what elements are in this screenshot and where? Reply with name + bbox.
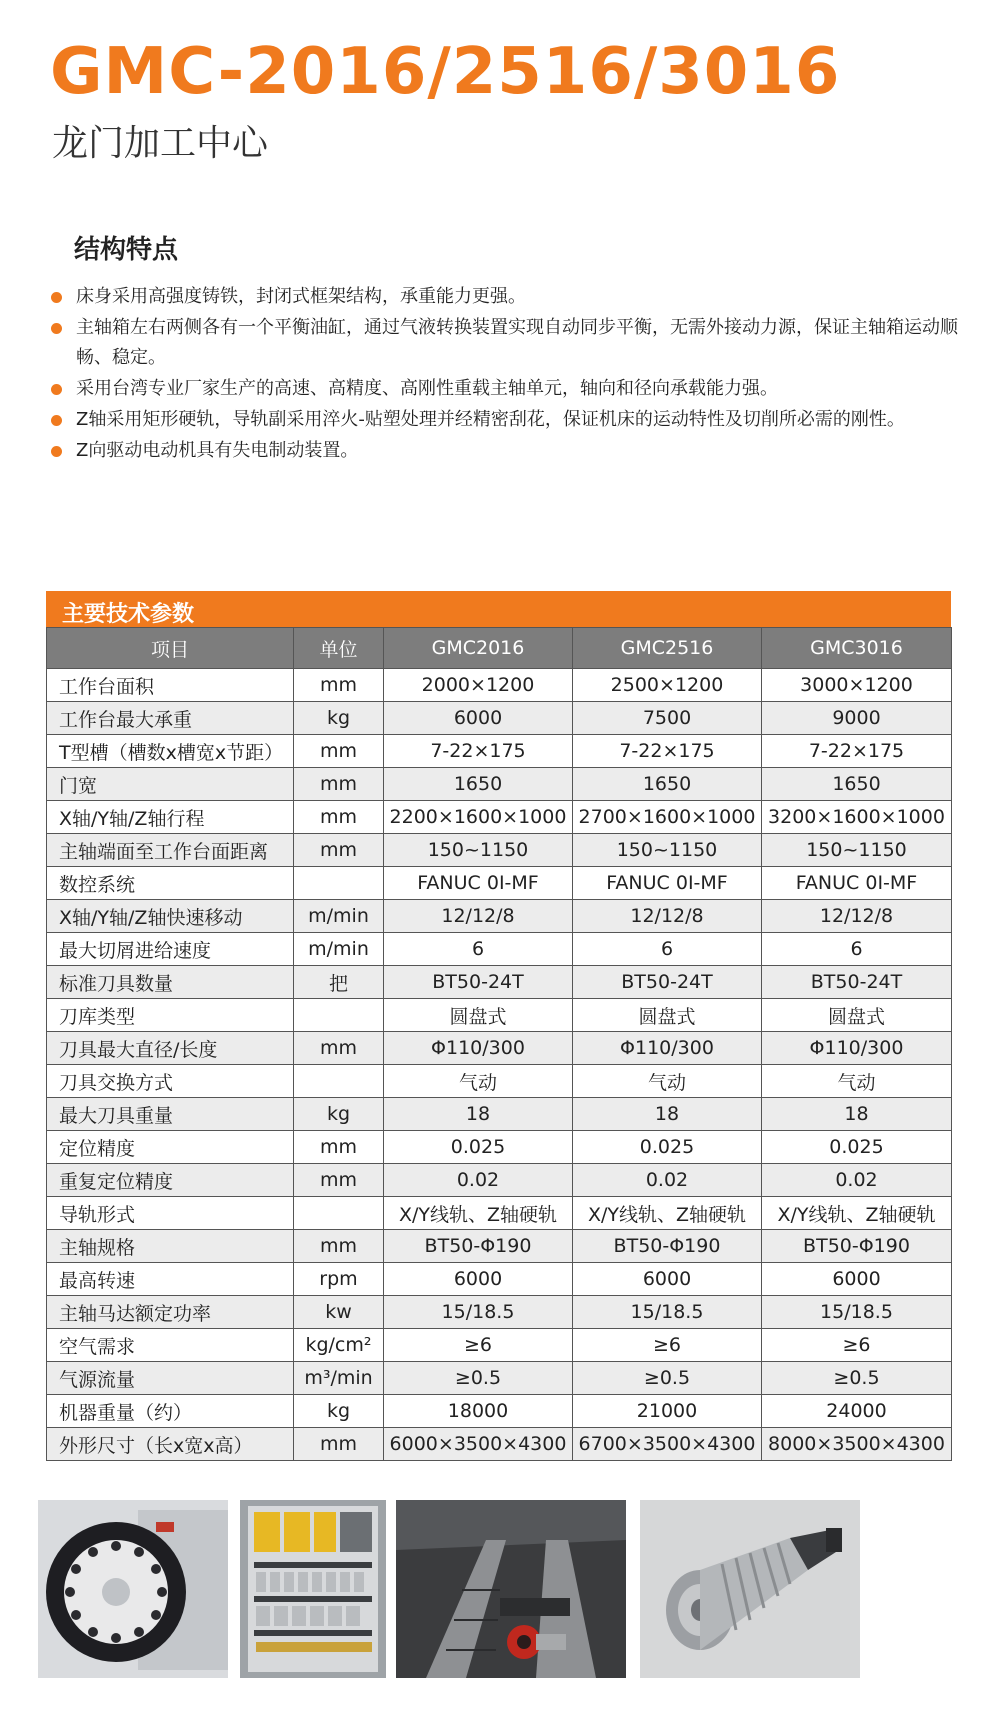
spec-cell-item: 外形尺寸（长x宽x高） xyxy=(47,1428,294,1461)
spec-cell-gmc3016: FANUC 0I-MF xyxy=(762,867,952,900)
spec-cell-gmc3016: BT50-Φ190 xyxy=(762,1230,952,1263)
spec-cell-unit xyxy=(294,999,384,1032)
spec-row xyxy=(47,735,952,768)
spec-cell-item: 工作台最大承重 xyxy=(47,702,294,735)
spec-cell-item: X轴/Y轴/Z轴行程 xyxy=(47,801,294,834)
spec-cell-gmc3016: 圆盘式 xyxy=(762,999,952,1032)
spec-cell-gmc2516: ≥0.5 xyxy=(573,1362,762,1395)
feature-text: 床身采用高强度铸铁，封闭式框架结构，承重能力更强。 xyxy=(76,286,526,307)
spec-cell-gmc2016: 18000 xyxy=(384,1395,573,1428)
spec-cell-gmc2016: 2000×1200 xyxy=(384,669,573,702)
spec-cell-unit: kg/cm² xyxy=(294,1329,384,1362)
specs-title: 主要技术参数 xyxy=(62,602,195,627)
spec-cell-gmc2016: 12/12/8 xyxy=(384,900,573,933)
spec-cell-gmc2516: 21000 xyxy=(573,1395,762,1428)
spec-cell-gmc3016: 9000 xyxy=(762,702,952,735)
bullet-icon xyxy=(51,323,62,334)
spec-row xyxy=(47,1065,952,1098)
spec-cell-gmc3016: 8000×3500×4300 xyxy=(762,1428,952,1461)
spec-cell-gmc3016: ≥6 xyxy=(762,1329,952,1362)
feature-item xyxy=(48,282,958,312)
spec-cell-unit: kg xyxy=(294,1395,384,1428)
spec-cell-gmc2016: 7-22×175 xyxy=(384,735,573,768)
spec-cell-unit: mm xyxy=(294,735,384,768)
spec-cell-gmc2516: 12/12/8 xyxy=(573,900,762,933)
spec-cell-unit: mm xyxy=(294,1131,384,1164)
spec-cell-gmc3016: Φ110/300 xyxy=(762,1032,952,1065)
feature-text: 主轴箱左右两侧各有一个平衡油缸，通过气液转换装置实现自动同步平衡，无需外接动力源，保证主轴箱运动顺畅、稳定。 xyxy=(76,317,958,368)
spec-cell-gmc2016: 6 xyxy=(384,933,573,966)
spec-cell-unit: mm xyxy=(294,1428,384,1461)
model-title: GMC-2016/2516/3016 xyxy=(50,35,841,109)
spec-row xyxy=(47,1098,952,1131)
spec-cell-unit: m/min xyxy=(294,900,384,933)
spec-cell-gmc2516: 7-22×175 xyxy=(573,735,762,768)
spec-cell-item: 刀具最大直径/长度 xyxy=(47,1032,294,1065)
bullet-icon xyxy=(51,415,62,426)
spec-cell-gmc2516: BT50-Φ190 xyxy=(573,1230,762,1263)
guideway-photo xyxy=(396,1500,626,1678)
spec-cell-gmc3016: 15/18.5 xyxy=(762,1296,952,1329)
spec-row xyxy=(47,1362,952,1395)
spec-row xyxy=(47,966,952,999)
spec-cell-gmc2016: 气动 xyxy=(384,1065,573,1098)
specs-title-bar xyxy=(46,591,951,627)
spec-row xyxy=(47,1032,952,1065)
spec-cell-gmc3016: 1650 xyxy=(762,768,952,801)
photo-strip xyxy=(38,1500,953,1678)
spec-cell-gmc2516: 150~1150 xyxy=(573,834,762,867)
spec-row xyxy=(47,1263,952,1296)
spec-cell-gmc2516: FANUC 0I-MF xyxy=(573,867,762,900)
spec-cell-item: X轴/Y轴/Z轴快速移动 xyxy=(47,900,294,933)
spec-row xyxy=(47,1395,952,1428)
spec-cell-gmc2516: 18 xyxy=(573,1098,762,1131)
spec-cell-item: 机器重量（约） xyxy=(47,1395,294,1428)
spec-row xyxy=(47,999,952,1032)
spec-cell-item: 定位精度 xyxy=(47,1131,294,1164)
column-header-gmc2016: GMC2016 xyxy=(384,628,573,669)
spec-cell-gmc2016: 0.02 xyxy=(384,1164,573,1197)
spec-cell-unit: m³/min xyxy=(294,1362,384,1395)
spec-row xyxy=(47,669,952,702)
spec-cell-unit: mm xyxy=(294,1164,384,1197)
spec-cell-gmc2016: 18 xyxy=(384,1098,573,1131)
spec-row xyxy=(47,702,952,735)
spec-cell-gmc2516: BT50-24T xyxy=(573,966,762,999)
spec-cell-item: 工作台面积 xyxy=(47,669,294,702)
feature-item xyxy=(48,436,958,466)
spec-row xyxy=(47,801,952,834)
spec-cell-item: 空气需求 xyxy=(47,1329,294,1362)
spec-cell-gmc3016: 0.025 xyxy=(762,1131,952,1164)
bullet-icon xyxy=(51,446,62,457)
spec-cell-item: 主轴马达额定功率 xyxy=(47,1296,294,1329)
spec-cell-item: T型槽（槽数x槽宽x节距） xyxy=(47,735,294,768)
spec-cell-gmc2516: 1650 xyxy=(573,768,762,801)
spec-cell-item: 刀库类型 xyxy=(47,999,294,1032)
column-header-unit: 单位 xyxy=(294,628,384,669)
spec-row xyxy=(47,1197,952,1230)
spec-cell-gmc2016: 0.025 xyxy=(384,1131,573,1164)
spec-cell-gmc2516: 圆盘式 xyxy=(573,999,762,1032)
spec-cell-item: 最高转速 xyxy=(47,1263,294,1296)
spec-row xyxy=(47,768,952,801)
electrical-cabinet-photo xyxy=(240,1500,386,1678)
spec-cell-gmc2516: 0.02 xyxy=(573,1164,762,1197)
spec-cell-gmc2516: 15/18.5 xyxy=(573,1296,762,1329)
bullet-icon xyxy=(51,292,62,303)
spec-row xyxy=(47,867,952,900)
spec-cell-item: 气源流量 xyxy=(47,1362,294,1395)
spec-cell-gmc3016: 0.02 xyxy=(762,1164,952,1197)
spec-cell-gmc2016: 6000 xyxy=(384,702,573,735)
bullet-icon xyxy=(51,384,62,395)
spec-cell-unit xyxy=(294,1065,384,1098)
spec-cell-unit: 把 xyxy=(294,966,384,999)
spec-cell-unit: m/min xyxy=(294,933,384,966)
spec-cell-unit: kg xyxy=(294,702,384,735)
features-heading: 结构特点 xyxy=(74,235,179,265)
spec-cell-unit xyxy=(294,867,384,900)
spec-cell-gmc3016: 24000 xyxy=(762,1395,952,1428)
spec-cell-unit: mm xyxy=(294,1032,384,1065)
spec-cell-gmc2016: 6000×3500×4300 xyxy=(384,1428,573,1461)
spec-row xyxy=(47,1230,952,1263)
spec-cell-gmc2516: X/Y线轨、Z轴硬轨 xyxy=(573,1197,762,1230)
spec-cell-gmc2016: 1650 xyxy=(384,768,573,801)
spec-cell-gmc2016: X/Y线轨、Z轴硬轨 xyxy=(384,1197,573,1230)
spec-cell-item: 标准刀具数量 xyxy=(47,966,294,999)
spec-row xyxy=(47,1164,952,1197)
spec-cell-gmc2516: Φ110/300 xyxy=(573,1032,762,1065)
specs-header-row xyxy=(47,628,952,669)
spec-cell-gmc2516: 2700×1600×1000 xyxy=(573,801,762,834)
feature-text: Z向驱动电动机具有失电制动装置。 xyxy=(76,440,359,461)
feature-item xyxy=(48,374,958,404)
spec-cell-gmc2016: BT50-24T xyxy=(384,966,573,999)
spec-row xyxy=(47,834,952,867)
spec-cell-gmc2016: Φ110/300 xyxy=(384,1032,573,1065)
features-list xyxy=(48,282,958,467)
spec-cell-unit: mm xyxy=(294,1230,384,1263)
spec-cell-gmc2016: 6000 xyxy=(384,1263,573,1296)
column-header-gmc3016: GMC3016 xyxy=(762,628,952,669)
spec-cell-gmc3016: 7-22×175 xyxy=(762,735,952,768)
tool-magazine-photo xyxy=(38,1500,228,1678)
feature-item xyxy=(48,313,958,373)
specs-body xyxy=(47,669,952,1461)
spec-cell-gmc3016: 18 xyxy=(762,1098,952,1131)
spec-cell-item: 最大刀具重量 xyxy=(47,1098,294,1131)
spec-cell-unit: kg xyxy=(294,1098,384,1131)
spec-cell-gmc2016: ≥0.5 xyxy=(384,1362,573,1395)
spec-cell-gmc2016: BT50-Φ190 xyxy=(384,1230,573,1263)
spec-cell-gmc2016: 15/18.5 xyxy=(384,1296,573,1329)
spec-row xyxy=(47,1131,952,1164)
spec-cell-unit: mm xyxy=(294,801,384,834)
specs-table xyxy=(46,627,952,1461)
spec-cell-item: 刀具交换方式 xyxy=(47,1065,294,1098)
spec-row xyxy=(47,900,952,933)
spec-cell-gmc2516: 6700×3500×4300 xyxy=(573,1428,762,1461)
spec-cell-unit: mm xyxy=(294,669,384,702)
spec-row xyxy=(47,933,952,966)
spec-cell-gmc2016: FANUC 0I-MF xyxy=(384,867,573,900)
spec-row xyxy=(47,1428,952,1461)
feature-item xyxy=(48,405,958,435)
page-subtitle: 龙门加工中心 xyxy=(52,123,269,164)
spec-cell-gmc3016: 6 xyxy=(762,933,952,966)
spec-cell-unit xyxy=(294,1197,384,1230)
spec-cell-item: 导轨形式 xyxy=(47,1197,294,1230)
spec-cell-gmc3016: 3000×1200 xyxy=(762,669,952,702)
spec-cell-unit: mm xyxy=(294,768,384,801)
spec-cell-unit: kw xyxy=(294,1296,384,1329)
spec-cell-item: 主轴端面至工作台面距离 xyxy=(47,834,294,867)
spec-cell-unit: rpm xyxy=(294,1263,384,1296)
spec-cell-gmc3016: X/Y线轨、Z轴硬轨 xyxy=(762,1197,952,1230)
spec-row xyxy=(47,1296,952,1329)
spec-cell-gmc2516: 2500×1200 xyxy=(573,669,762,702)
spec-cell-gmc2516: 气动 xyxy=(573,1065,762,1098)
spec-cell-gmc3016: 12/12/8 xyxy=(762,900,952,933)
spec-cell-gmc2016: 圆盘式 xyxy=(384,999,573,1032)
column-header-gmc2516: GMC2516 xyxy=(573,628,762,669)
spec-cell-item: 主轴规格 xyxy=(47,1230,294,1263)
spec-cell-item: 数控系统 xyxy=(47,867,294,900)
spec-row xyxy=(47,1329,952,1362)
spindle-photo xyxy=(640,1500,860,1678)
spec-cell-gmc2516: 6000 xyxy=(573,1263,762,1296)
spec-cell-gmc2516: 0.025 xyxy=(573,1131,762,1164)
spec-cell-gmc2016: 150~1150 xyxy=(384,834,573,867)
spec-cell-gmc3016: 3200×1600×1000 xyxy=(762,801,952,834)
spec-cell-gmc2016: 2200×1600×1000 xyxy=(384,801,573,834)
feature-text: Z轴采用矩形硬轨，导轨副采用淬火-贴塑处理并经精密刮花，保证机床的运动特性及切削所必需的刚性。 xyxy=(76,409,905,430)
column-header-item: 项目 xyxy=(47,628,294,669)
spec-cell-unit: mm xyxy=(294,834,384,867)
spec-cell-gmc3016: BT50-24T xyxy=(762,966,952,999)
spec-cell-gmc3016: ≥0.5 xyxy=(762,1362,952,1395)
spec-cell-item: 重复定位精度 xyxy=(47,1164,294,1197)
spec-cell-item: 最大切屑进给速度 xyxy=(47,933,294,966)
spec-cell-gmc2516: 6 xyxy=(573,933,762,966)
spec-cell-gmc3016: 气动 xyxy=(762,1065,952,1098)
spec-cell-gmc3016: 150~1150 xyxy=(762,834,952,867)
spec-cell-gmc2516: ≥6 xyxy=(573,1329,762,1362)
spec-cell-gmc2516: 7500 xyxy=(573,702,762,735)
spec-cell-item: 门宽 xyxy=(47,768,294,801)
feature-text: 采用台湾专业厂家生产的高速、高精度、高刚性重载主轴单元，轴向和径向承载能力强。 xyxy=(76,378,778,399)
spec-cell-gmc3016: 6000 xyxy=(762,1263,952,1296)
spec-cell-gmc2016: ≥6 xyxy=(384,1329,573,1362)
